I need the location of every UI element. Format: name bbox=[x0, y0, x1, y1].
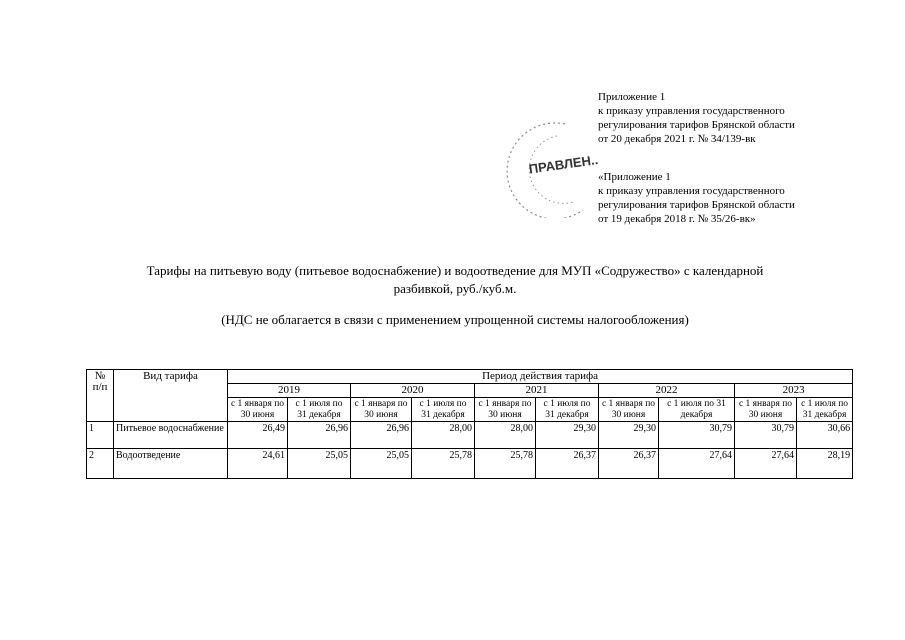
subperiod-header: с 1 января по 30 июня bbox=[228, 398, 288, 422]
tariff-value: 29,30 bbox=[536, 422, 599, 449]
tariff-value: 30,66 bbox=[797, 422, 853, 449]
row-tariff-name: Водоотведение bbox=[114, 449, 228, 479]
tariff-value: 26,49 bbox=[228, 422, 288, 449]
tariff-value: 26,96 bbox=[288, 422, 351, 449]
tariff-value: 30,79 bbox=[735, 422, 797, 449]
official-stamp bbox=[495, 118, 615, 218]
annex-current-line: от 20 декабря 2021 г. № 34/139-вк bbox=[598, 133, 756, 145]
tariff-value: 25,78 bbox=[412, 449, 475, 479]
tariff-value: 29,30 bbox=[599, 422, 659, 449]
svg-text:ПРАВЛЕН..: ПРАВЛЕН.. bbox=[527, 152, 600, 177]
tariff-value: 26,96 bbox=[351, 422, 412, 449]
annex-current-line: к приказу управления государственного bbox=[598, 105, 785, 117]
col-type-header: Вид тарифа bbox=[114, 370, 228, 422]
annex-previous-line: регулирования тарифов Брянской области bbox=[598, 199, 795, 211]
year-header: 2022 bbox=[599, 384, 735, 398]
title-line-2: разбивкой, руб./куб.м. bbox=[393, 281, 517, 296]
table-header-row bbox=[87, 370, 853, 384]
tariff-value: 28,00 bbox=[412, 422, 475, 449]
subperiod-header: с 1 января по 30 июня bbox=[351, 398, 412, 422]
table-row bbox=[87, 449, 853, 479]
tariff-value: 30,79 bbox=[659, 422, 735, 449]
col-period-header: Период действия тарифа bbox=[228, 370, 853, 384]
annex-current-line: Приложение 1 bbox=[598, 91, 666, 103]
tariff-value: 24,61 bbox=[228, 449, 288, 479]
subperiod-header: с 1 января по 30 июня bbox=[735, 398, 797, 422]
subperiod-header: с 1 января по 30 июня bbox=[599, 398, 659, 422]
tariff-value: 27,64 bbox=[659, 449, 735, 479]
annex-current bbox=[598, 90, 898, 146]
tariff-value: 25,05 bbox=[351, 449, 412, 479]
row-tariff-name: Питьевое водоснабжение bbox=[114, 422, 228, 449]
subperiod-header: с 1 июля по 31 декабря bbox=[412, 398, 475, 422]
tariff-value: 25,78 bbox=[475, 449, 536, 479]
subperiod-header: с 1 января по 30 июня bbox=[475, 398, 536, 422]
tariff-value: 28,19 bbox=[797, 449, 853, 479]
table-row bbox=[87, 422, 853, 449]
annex-previous-line: от 19 декабря 2018 г. № 35/26-вк» bbox=[598, 213, 756, 225]
col-num-header: № п/п bbox=[87, 370, 114, 422]
annex-current-line: регулирования тарифов Брянской области bbox=[598, 119, 795, 131]
year-header: 2021 bbox=[475, 384, 599, 398]
tariff-value: 27,64 bbox=[735, 449, 797, 479]
document-title bbox=[60, 262, 850, 298]
subperiod-header: с 1 июля по 31 декабря bbox=[288, 398, 351, 422]
tariff-value: 26,37 bbox=[599, 449, 659, 479]
title-line-1: Тарифы на питьевую воду (питьевое водоснабжение) и водоотведение для МУП «Содружество» с календарной bbox=[146, 263, 764, 278]
subperiod-header: с 1 июля по 31 декабря bbox=[659, 398, 735, 422]
annex-previous-line: к приказу управления государственного bbox=[598, 185, 785, 197]
year-header: 2020 bbox=[351, 384, 475, 398]
tariff-value: 28,00 bbox=[475, 422, 536, 449]
annex-previous-line: «Приложение 1 bbox=[598, 171, 671, 183]
row-num: 1 bbox=[87, 422, 114, 449]
tariff-value: 26,37 bbox=[536, 449, 599, 479]
tariff-value: 25,05 bbox=[288, 449, 351, 479]
year-header: 2023 bbox=[735, 384, 853, 398]
row-num: 2 bbox=[87, 449, 114, 479]
year-header: 2019 bbox=[228, 384, 351, 398]
tariff-table bbox=[86, 369, 853, 479]
subperiod-header: с 1 июля по 31 декабря bbox=[536, 398, 599, 422]
subperiod-header: с 1 июля по 31 декабря bbox=[797, 398, 853, 422]
vat-note: (НДС не облагается в связи с применением упрощенной системы налогообложения) bbox=[221, 312, 689, 327]
annex-previous bbox=[598, 170, 898, 226]
